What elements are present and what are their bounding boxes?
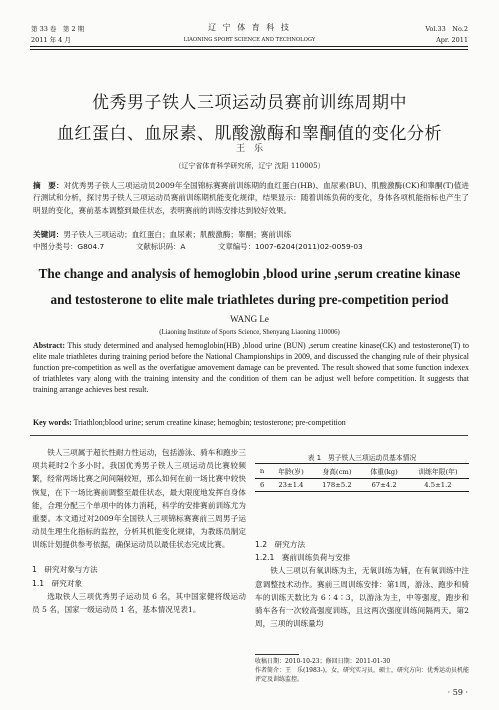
abstract-cn-label: 摘 要： xyxy=(33,181,64,190)
table-cell: 178±5.2 xyxy=(322,481,352,489)
keywords-cn-label: 关键词： xyxy=(33,230,64,239)
keywords-en-label: Key words: xyxy=(33,418,72,427)
table-header-cell: 年龄(岁) xyxy=(278,468,304,476)
abstract-divider xyxy=(30,435,468,436)
article-id: 文章编号：1007-6204(2011)02-0059-03 xyxy=(218,242,363,251)
body-right-column xyxy=(255,538,469,630)
intro-paragraph: 铁人三项属于超长性耐力性运动，包括游泳、骑车和跑步三项共耗时2个多小时。我国优秀男子铁人三项运动员比赛较频繁，经常两场比赛之间间隔较短，那么如何在前一场比赛中较快恢复，在下一场比赛前调整至最佳状态，最大限度地发挥自身体能，合理分配三个单项中的体力消耗，科学的安排赛前训练尤为重要。本文通过对2009年全国铁人三项锦标赛赛前三周男子运动员生理生化指标的监控，分析其机能变化规律，为教练员制定训练计划提供参考依据，确保运动员以最佳状态完成比赛。 xyxy=(32,448,246,550)
header-date-en: Apr. 2011 xyxy=(436,36,468,44)
table-1 xyxy=(255,463,469,492)
section-1-1-heading: 1.1 研究对象 xyxy=(32,578,83,588)
table-header-cell: 体重(kg) xyxy=(370,468,398,476)
section-1-2-heading: 1.2 研究方法 xyxy=(255,540,306,549)
header-journal-title: 辽 宁 体 育 科 技 xyxy=(208,23,291,32)
title-en-line1: The change and analysis of hemoglobin ,blood urine ,serum creatine kinase xyxy=(38,266,461,281)
header-journal-subtitle: LIAONING SPORT SCIENCE AND TECHNOLOGY xyxy=(183,37,316,43)
clc-number: 中图分类号：G804.7 xyxy=(33,242,105,251)
training-paragraph: 铁人三项以有氧训练为主，无氧训练为辅，在有氧训练中注意调整技术动作。赛前三周训练安排：第1周，游泳、跑步和骑车的训练天数比为 6∶4∶3，以游泳为主，中等强度，跑步和骑车各有一次较高强度训练，且这两次强度训练间隔两天。第2周，三项的训练量均 xyxy=(255,566,469,629)
header-date: 2011 年 4 月 xyxy=(31,36,71,44)
abstract-cn xyxy=(33,180,469,217)
table-cell: 6 xyxy=(259,481,265,489)
title-cn-line1: 优秀男子铁人三项运动员赛前训练周期中 xyxy=(92,93,407,113)
page-number: · 59 · xyxy=(447,688,468,697)
document-code: 文献标识码：A xyxy=(136,242,186,251)
affiliation-en: (Liaoning Institute of Sports Science, Shenyang Liaoning 110006) xyxy=(159,329,340,336)
keywords-cn xyxy=(33,229,469,241)
header-rule-thin xyxy=(30,49,468,50)
footnote-author-bio: 作者简介：王 乐(1983-)，女，研究实习员，硕士，研究方向：优秀运动员机能评定及训练监控。 xyxy=(255,667,469,683)
table-1-caption: 表 1 男子铁人三项运动员基本情况 xyxy=(307,454,417,462)
body-left-column xyxy=(32,446,246,616)
author-en: WANG Le xyxy=(230,314,269,324)
footnote-received: 收稿日期：2010-10-23；修回日期：2011-01-30 xyxy=(255,658,391,665)
section-1-heading: 1 研究对象与方法 xyxy=(32,564,98,574)
abstract-cn-text: 对优秀男子铁人三项运动员2009年全国锦标赛赛前训练期的血红蛋白(HB)、血尿素(BU)、肌酸激酶(CK)和睾酮(T)值进行测试和分析，探讨男子铁人三项运动员赛前训练期机能变化规律，结果显示：随着训练负荷的变化，身体各项机能指标也产生了明显的变化，赛前基本调整到最佳状态，表明赛前的训练安排达到较好效果。 xyxy=(33,181,469,215)
keywords-en-text: Triathlon;blood urine; serum creatine kinase; hemogbin; testosterone; pre-competition xyxy=(71,418,346,427)
section-1-2-1-heading: 1.2.1 赛前训练负荷与安排 xyxy=(255,553,351,563)
table-cell: 23±1.4 xyxy=(278,481,304,489)
table-row xyxy=(255,479,469,492)
keywords-cn-text: 男子铁人三项运动；血红蛋白；血尿素；肌酸激酶；睾酮；赛前训练 xyxy=(63,230,292,239)
header-volume: 第 33 卷 第 2 期 xyxy=(31,25,85,33)
keywords-en xyxy=(33,418,469,429)
table-cell: 67±4.2 xyxy=(371,481,397,489)
affiliation-cn: （辽宁省体育科学研究所，辽宁 沈阳 110005） xyxy=(174,162,325,170)
title-en-line2: and testosterone to elite male triathletes during pre-competition period xyxy=(50,292,449,307)
table-cell: 4.5±1.2 xyxy=(424,481,452,489)
footnote-rule xyxy=(255,654,299,655)
table-header-cell: 训练年限(年) xyxy=(418,468,458,476)
header-rule xyxy=(30,46,468,47)
author-cn: 王 乐 xyxy=(235,144,263,154)
table-header-cell: 身高(cm) xyxy=(322,468,352,476)
table-1-header-row xyxy=(255,464,469,479)
table-header-cell: n xyxy=(259,467,265,475)
abstract-en-text: This study determined and analysed hemoglobin(HB) ,blood urine (BUN) ,serum creatine kinase(CK) and testosterone(T) to elite male triathletes during training period before the National Championships in 2009, and discussed the changing rule of their physical function pre-competition as well as the overfatigue amovement damage can be prevented. The result showed that some function indexex of triathletes vary along with the training intensity and the condition of them can be adjust well before competition. It suggests that training arrange achieves best result. xyxy=(33,341,469,394)
header-volume-en: Vol.33 No.2 xyxy=(425,25,468,33)
abstract-en xyxy=(33,341,469,396)
title-cn-line2: 血红蛋白、血尿素、肌酸激酶和睾酮值的变化分析 xyxy=(57,124,442,144)
footnote xyxy=(255,657,469,684)
abstract-en-label: Abstract: xyxy=(33,341,65,350)
subjects-paragraph: 选取铁人三项优秀男子运动员 6 名，其中国家健将级运动员 5 名，国家一级运动员 1 名，基本情况见表1。 xyxy=(32,592,246,615)
